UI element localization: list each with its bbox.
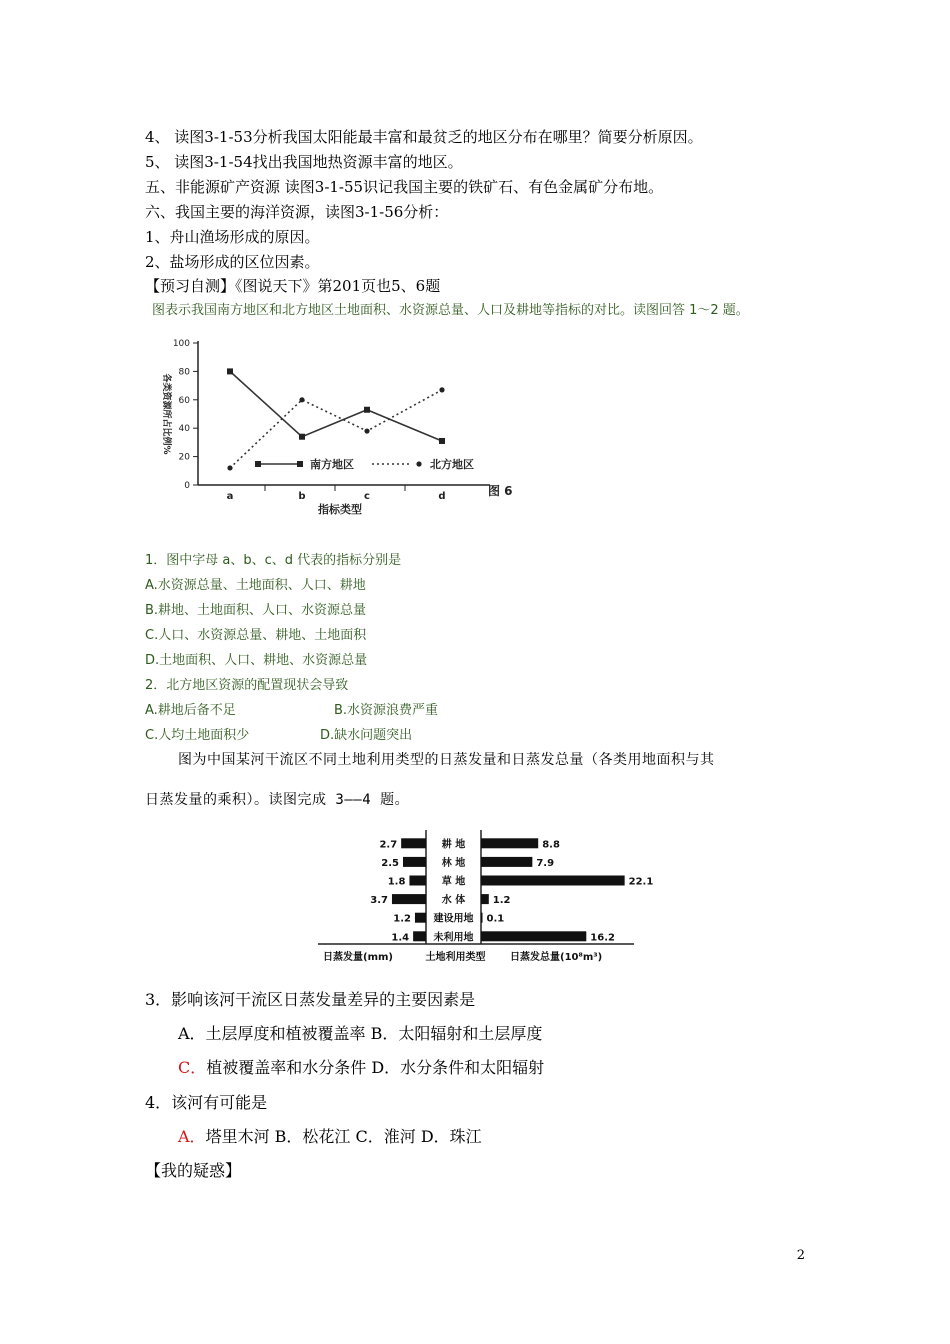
left-value-label: 2.7 <box>379 839 398 851</box>
my-doubts-heading: 【我的疑惑】 <box>145 1161 242 1180</box>
q3-options-cd-text: 植被覆盖率和水分条件 D．水分条件和太阳辐射 <box>206 1058 545 1077</box>
right-value-label: 16.2 <box>590 932 615 944</box>
legend-marker-1 <box>297 461 303 467</box>
x-tick-label: b <box>298 491 306 502</box>
q1-option-d: D.土地面积、人口、耕地、水资源总量 <box>145 653 368 668</box>
preview-test-heading: 【预习自测】《图说天下》第201页也5、6题 <box>145 277 441 295</box>
right-value-label: 1.2 <box>492 895 511 907</box>
center-axis-title: 土地利用类型 <box>425 952 486 963</box>
left-bar <box>403 857 426 867</box>
x-tick-label: d <box>438 491 446 502</box>
q1-option-c: C.人口、水资源总量、耕地、土地面积 <box>145 628 367 643</box>
section-six-line: 六、我国主要的海洋资源，读图3-1-56分析： <box>145 203 449 221</box>
right-bar <box>481 876 625 886</box>
right-value-label: 7.9 <box>536 857 555 869</box>
right-bar <box>481 857 532 867</box>
q2-stem: 2．北方地区资源的配置现状会导致 <box>145 678 349 693</box>
legend-marker-1 <box>255 461 261 467</box>
right-bar <box>481 894 489 904</box>
q3-answer-letter: C． <box>178 1058 207 1077</box>
left-value-label: 3.7 <box>370 895 388 907</box>
data-point <box>439 387 444 392</box>
q2-option-c: C.人均土地面积少 <box>145 728 250 743</box>
q4-options <box>178 1127 482 1147</box>
y-tick-label: 0 <box>184 481 190 491</box>
y-tick-label: 100 <box>172 339 190 349</box>
q2-option-d: D.缺水问题突出 <box>320 728 413 743</box>
chart2-intro-line2: 日蒸发量的乘积）。读图完成 3——4 题。 <box>145 792 410 808</box>
legend-label-2: 北方地区 <box>430 458 474 471</box>
subquestion-2: 2、盐场形成的区位因素。 <box>145 253 320 271</box>
q4-answer-letter: A． <box>178 1127 206 1146</box>
q3-options-cd <box>178 1058 544 1078</box>
chart2-intro-line1: 图为中国某河干流区不同土地利用类型的日蒸发量和日蒸发总量（各类用地面积与其 <box>178 752 715 768</box>
legend-label-1: 南方地区 <box>310 458 354 471</box>
q1-option-b: B.耕地、土地面积、人口、水资源总量 <box>145 603 367 618</box>
x-axis-label: 指标类型 <box>318 503 362 516</box>
q1-stem: 1．图中字母 a、b、c、d 代表的指标分别是 <box>145 553 402 568</box>
category-label: 林 地 <box>441 857 466 869</box>
left-value-label: 1.8 <box>387 876 406 888</box>
right-value-label: 22.1 <box>628 876 654 888</box>
category-label: 耕 地 <box>441 839 466 851</box>
bar-chart <box>318 826 654 972</box>
page-number: 2 <box>796 1248 805 1263</box>
right-axis-title: 日蒸发总量(10⁸m³) <box>510 952 603 963</box>
q1-option-a: A.水资源总量、土地面积、人口、耕地 <box>145 578 366 593</box>
y-tick-label: 80 <box>178 367 190 378</box>
category-label: 未利用地 <box>433 932 474 944</box>
y-axis-label: 各类资源所占比例% <box>161 373 171 455</box>
line-chart <box>150 333 530 523</box>
q4-stem: 4．该河有可能是 <box>145 1093 268 1112</box>
left-bar <box>392 894 426 904</box>
series-line-2 <box>230 390 442 468</box>
y-tick-label: 60 <box>178 395 190 406</box>
x-tick-label: a <box>226 491 234 502</box>
data-point <box>364 428 369 433</box>
left-value-label: 1.2 <box>393 913 411 925</box>
figure-label: 图 6 <box>488 484 513 498</box>
y-tick-label: 20 <box>178 452 190 463</box>
data-point <box>227 368 233 374</box>
question-line-4: 4、 读图3-1-53分析我国太阳能最丰富和最贫乏的地区分布在哪里？简要分析原因。 <box>145 128 703 146</box>
data-point <box>299 397 304 402</box>
q4-options-text: 塔里木河 B．松花江 C．淮河 D．珠江 <box>205 1127 482 1146</box>
x-tick-label: c <box>364 491 370 502</box>
q2-option-b: B.水资源浪费严重 <box>334 703 439 718</box>
right-value-label: 0.1 <box>486 913 505 925</box>
right-value-label: 8.8 <box>542 839 560 851</box>
left-axis-title: 日蒸发量(mm) <box>323 952 393 963</box>
category-label: 草 地 <box>441 876 466 888</box>
q3-stem: 3．影响该河干流区日蒸发量差异的主要因素是 <box>145 990 476 1009</box>
left-bar <box>409 876 426 886</box>
chart1-intro: 图表示我国南方地区和北方地区土地面积、水资源总量、人口及耕地等指标的对比。读图回答 1～2 题。 <box>152 303 749 318</box>
data-point <box>364 407 370 413</box>
q2-option-a: A.耕地后备不足 <box>145 703 236 718</box>
right-bar <box>481 913 483 923</box>
right-bar <box>481 931 586 941</box>
data-point <box>439 438 445 444</box>
left-value-label: 1.4 <box>391 932 410 944</box>
left-value-label: 2.5 <box>381 857 399 869</box>
right-bar <box>481 838 538 848</box>
category-label: 建设用地 <box>433 913 474 925</box>
y-tick-label: 40 <box>178 424 190 435</box>
data-point <box>299 434 305 440</box>
category-label: 水 体 <box>441 895 466 907</box>
q3-options-ab: A．土层厚度和植被覆盖率 B．太阳辐射和土层厚度 <box>178 1024 543 1043</box>
question-line-5: 5、 读图3-1-54找出我国地热资源丰富的地区。 <box>145 153 463 171</box>
data-point <box>227 465 232 470</box>
subquestion-1: 1、舟山渔场形成的原因。 <box>145 228 320 246</box>
series-line-1 <box>230 371 442 441</box>
left-bar <box>401 838 426 848</box>
left-bar <box>415 913 426 923</box>
legend-marker-2 <box>416 461 421 466</box>
section-five-line: 五、非能源矿产资源 读图3-1-55识记我国主要的铁矿石、有色金属矿分布地。 <box>145 178 664 196</box>
left-bar <box>413 931 426 941</box>
